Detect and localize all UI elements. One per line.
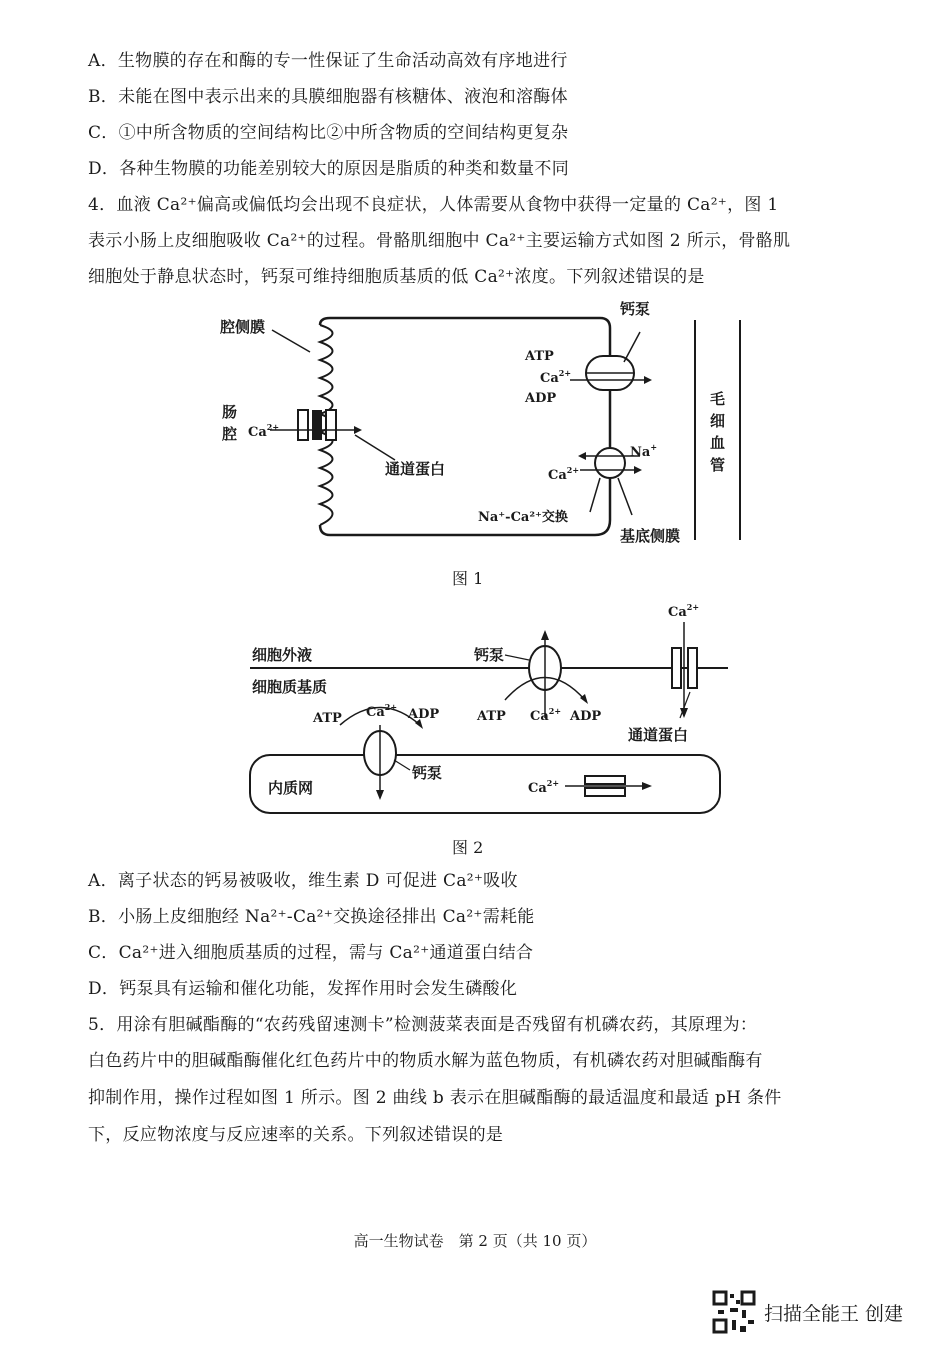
q4-stem-line-1: 4．血液 Ca²⁺偏高或偏低均会出现不良症状，人体需要从食物中获得一定量的 Ca²⁺，图 1 xyxy=(88,195,779,215)
q4-stem-line-3: 细胞处于静息状态时，钙泵可维持细胞质基质的低 Ca²⁺浓度。下列叙述错误的是 xyxy=(88,267,705,287)
fig1-capillary-label-4: 管 xyxy=(710,456,726,474)
figure-2-caption: 图 2 xyxy=(452,838,484,857)
figure-1-diagram xyxy=(0,290,950,560)
fig1-capillary-label-1: 毛 xyxy=(710,390,726,408)
fig2-adp-left-label: ADP xyxy=(408,707,440,722)
page-footer: 高一生物试卷 第 2 页（共 10 页） xyxy=(353,1232,597,1250)
fig1-na-label: Na+ xyxy=(630,442,658,460)
fig1-exchanger-label: Na⁺-Ca²⁺交换 xyxy=(478,510,568,525)
fig1-ca-pump-label: $Ca^{2+}$ xyxy=(540,368,572,386)
fig1-capillary-label-2: 细 xyxy=(710,412,726,430)
q4-option-b: B．小肠上皮细胞经 Na²⁺-Ca²⁺交换途径排出 Ca²⁺需耗能 xyxy=(88,907,535,927)
q4-option-c: C．Ca²⁺进入细胞质基质的过程，需与 Ca²⁺通道蛋白结合 xyxy=(88,943,534,963)
fig2-extracellular-label: 细胞外液 xyxy=(252,646,313,664)
qr-code-icon xyxy=(712,1290,756,1334)
q3-option-a: A．生物膜的存在和酶的专一性保证了生命活动高效有序地进行 xyxy=(88,51,568,71)
fig2-adp-right-label: ADP xyxy=(570,709,602,724)
fig2-ca-right-label: $Ca^{2+}$ xyxy=(530,706,562,724)
fig2-channel-protein-label: 通道蛋白 xyxy=(628,726,689,744)
fig1-gut-lumen-label-2: 腔 xyxy=(222,425,238,443)
fig1-ca-exchanger-label: $Ca^{2+}$ xyxy=(548,465,580,483)
fig1-channel-protein xyxy=(270,410,362,440)
q5-stem-line-2: 白色药片中的胆碱酯酶催化红色药片中的物质水解为蓝色物质，有机磷农药对胆碱酯酶有 xyxy=(88,1051,763,1071)
fig2-ca-er-label: $Ca^{2+}$ xyxy=(528,778,560,796)
q5-stem-line-4: 下，反应物浓度与反应速率的关系。下列叙述错误的是 xyxy=(88,1125,504,1145)
fig2-cytosol-label: 细胞质基质 xyxy=(252,678,328,696)
fig2-plasma-channel xyxy=(672,622,697,718)
fig1-adp-label: ADP xyxy=(525,391,557,406)
fig1-luminal-membrane-label: 腔侧膜 xyxy=(220,318,266,336)
fig2-atp-left-label: ATP xyxy=(313,711,342,726)
fig2-plasma-pump-label: 钙泵 xyxy=(474,646,505,664)
fig2-er-channel xyxy=(565,776,652,796)
fig1-channel-protein-label: 通道蛋白 xyxy=(385,460,446,478)
scanner-watermark xyxy=(712,1290,903,1334)
fig2-ca-channel-label: $Ca^{2+}$ xyxy=(668,602,700,620)
figure-1-caption: 图 1 xyxy=(452,569,484,588)
fig2-er-pump-label: 钙泵 xyxy=(412,764,443,782)
q5-stem-line-3: 抑制作用，操作过程如图 1 所示。图 2 曲线 b 表示在胆碱酯酶的最适温度和最适 pH 条件 xyxy=(88,1088,782,1108)
fig1-basolateral-label: 基底侧膜 xyxy=(620,527,681,545)
q3-option-d: D．各种生物膜的功能差别较大的原因是脂质的种类和数量不同 xyxy=(88,159,570,179)
fig2-ca-left-label: $Ca^{2+}$ xyxy=(366,702,398,720)
q4-option-a: A．离子状态的钙易被吸收，维生素 D 可促进 Ca²⁺吸收 xyxy=(88,871,518,891)
q4-stem-line-2: 表示小肠上皮细胞吸收 Ca²⁺的过程。骨骼肌细胞中 Ca²⁺主要运输方式如图 2 所示，骨骼肌 xyxy=(88,231,791,251)
scanner-text: 扫描全能王 创建 xyxy=(764,1302,904,1325)
q5-stem-line-1: 5．用涂有胆碱酯酶的“农药残留速测卡”检测菠菜表面是否残留有机磷农药，其原理为： xyxy=(88,1015,758,1035)
fig1-gut-lumen-label-1: 肠 xyxy=(222,403,238,421)
fig1-calcium-pump-label: 钙泵 xyxy=(620,300,651,318)
q3-option-c: C．①中所含物质的空间结构比②中所含物质的空间结构更复杂 xyxy=(88,123,569,143)
fig2-atp-right-label: ATP xyxy=(477,709,506,724)
fig1-ca-lumen-label: $Ca^{2+}$ xyxy=(248,422,280,440)
q3-option-b: B．未能在图中表示出来的具膜细胞器有核糖体、液泡和溶酶体 xyxy=(88,87,568,107)
q4-option-d: D．钙泵具有运输和催化功能，发挥作用时会发生磷酸化 xyxy=(88,979,518,999)
figure-2-diagram xyxy=(0,600,950,825)
fig1-capillary-label-3: 血 xyxy=(710,434,726,452)
fig2-plasma-pump xyxy=(505,630,588,718)
fig2-er-label: 内质网 xyxy=(268,779,314,797)
fig1-atp-label: ATP xyxy=(525,349,554,364)
